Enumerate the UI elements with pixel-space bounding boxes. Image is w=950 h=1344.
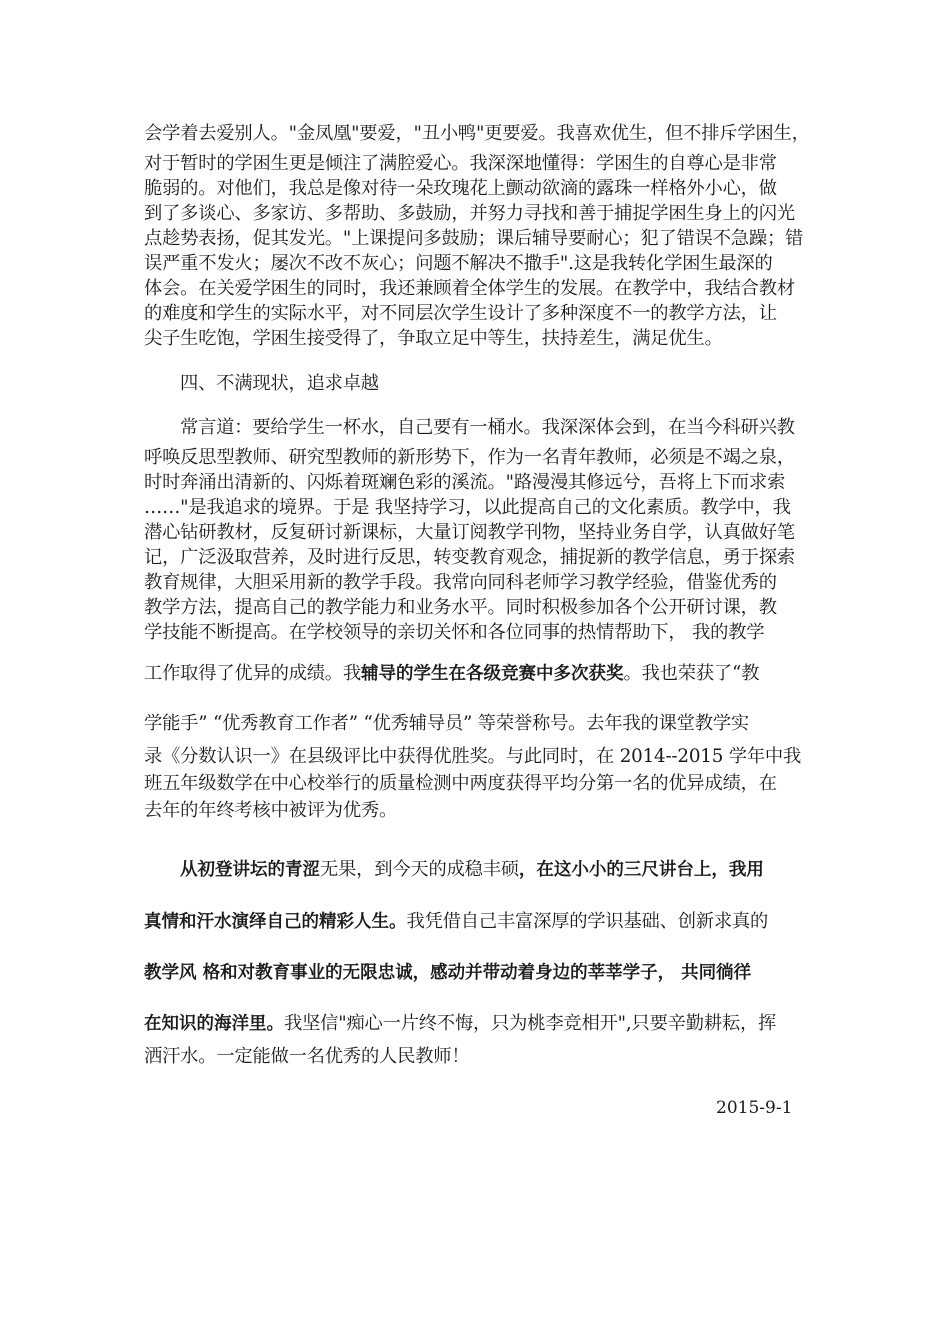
p3-line-3: 教学风 格和对教育事业的无限忠诚，感动并带动着身边的莘莘学子， 共同徜徉 [144,963,752,983]
p2-line-3: 时时奔涌出清新的、闪烁着斑斓色彩的溪流。"路漫漫其修远兮，吾将上下而求索 [144,472,786,493]
p2-line-4: ……"是我追求的境界。于是 我坚持学习，以此提高自己的文化素质。教学中，我 [144,497,791,518]
p3-line-2 [144,910,808,934]
p3-line-2-part-b: 我凭借自己丰富深厚的学识基础、创新求真的 [406,911,769,932]
p1-line-2: 对于暂时的学困生更是倾注了满腔爱心。我深深地懂得：学困生的自尊心是非常 [144,153,777,174]
section-heading: 四、不满现状，追求卓越 [180,373,379,394]
p1-line-9: 尖子生吃饱，学困生接受得了，争取立足中等生，扶持差生，满足优生。 [144,328,723,349]
p2-line-13: 班五年级数学在中心校举行的质量检测中两度获得平均分第一名的优异成绩，在 [144,773,777,794]
p3-line-1-part-a: 从初登讲坛的青涩 [180,860,320,880]
p3-line-1-part-c: 丰硕 [482,859,519,880]
p3-line-1-part-d: ，在这小小的三尺讲台上，我用 [518,860,764,880]
p2-line-10-part-a: 工作取得了优异的成绩。我 [144,663,361,684]
p2-line-1: 常言道：要给学生一杯水，自己要有一桶水。我深深体会到，在当今科研兴教 [180,417,795,438]
p2-line-10-emphasis: 辅导的学生在各级竞赛中多次获奖 [360,664,624,684]
p1-line-5: 点趁势表扬，促其发光。"上课提问多鼓励；课后辅导要耐心；犯了错误不急躁；错 [144,228,804,249]
p2-line-6: 记，广泛汲取营养，及时进行反思，转变教育观念，捕捉新的教学信息，勇于探索 [144,547,795,568]
p2-line-8: 教学方法，提高自己的教学能力和业务水平。同时积极参加各个公开研讨课，教 [144,597,777,618]
p2-line-12: 录《分数认识一》在县级评比中获得优胜奖。与此同时，在 2014--2015 学年中我 [144,746,802,767]
p3-line-1 [180,858,844,882]
p2-line-14: 去年的年终考核中被评为优秀。 [144,800,398,821]
p2-line-10-part-c: 。我也荣获了“教 [623,663,760,684]
p3-line-5: 洒汗水。一定能做一名优秀的人民教师！ [144,1046,470,1067]
p1-line-7: 体会。在关爱学困生的同时，我还兼顾着全体学生的发展。在教学中，我结合教材 [144,278,795,299]
p2-line-11: 学能手” “优秀教育工作者” “优秀辅导员” 等荣誉称号。去年我的课堂教学实 [144,713,749,734]
document-date: 2015-9-1 [716,1098,793,1118]
p1-line-1: 会学着去爱别人。"金凤凰"要爱，"丑小鸭"更要爱。我喜欢优生，但不排斥学困生， [144,123,810,144]
p3-line-4 [144,1012,808,1036]
p2-line-10 [144,662,808,686]
p1-line-3: 脆弱的。对他们，我总是像对待一朵玫瑰花上颤动欲滴的露珠一样格外小心，做 [144,178,777,199]
p2-line-7: 教育规律，大胆采用新的教学手段。我常向同科老师学习教学经验，借鉴优秀的 [144,572,777,593]
p1-line-8: 的难度和学生的实际水平，对不同层次学生设计了多种深度不一的教学方法，让 [144,303,777,324]
p3-line-1-part-b: 无果，到今天的成稳 [320,859,483,880]
p3-line-4-part-b: 我坚信"痴心一片终不悔，只为桃李竞相开",只要辛勤耕耘，挥 [284,1013,777,1034]
p2-line-2: 呼唤反思型教师、研究型教师的新形势下，作为一名青年教师，必须是不竭之泉， [144,447,795,468]
p2-line-9: 学技能不断提高。在学校领导的亲切关怀和各位同事的热情帮助下， 我的教学 [144,622,765,643]
p3-line-2-part-a: 真情和汗水演绎自己的精彩人生。 [144,912,407,932]
p3-line-4-part-a: 在知识的海洋里。 [144,1014,284,1034]
p1-line-4: 到了多谈心、多家访、多帮助、多鼓励，并努力寻找和善于捕捉学困生身上的闪光 [144,203,795,224]
p2-line-5: 潜心钻研教材，反复研讨新课标，大量订阅教学刊物，坚持业务自学，认真做好笔 [144,522,795,543]
p1-line-6: 误严重不发火；屡次不改不灰心；问题不解决不撒手".这是我转化学困生最深的 [144,253,773,274]
